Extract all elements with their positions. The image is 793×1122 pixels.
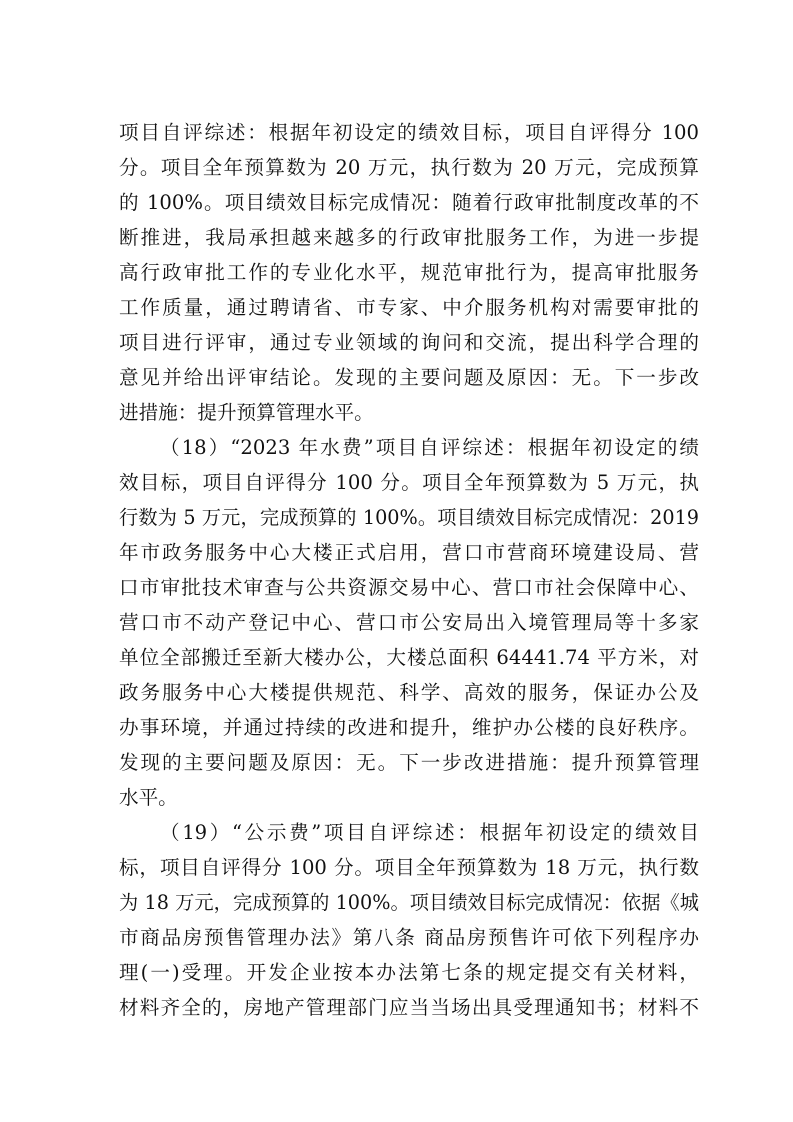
text-line-19: 发现的主要问题及原因：无。下一步改进措施：提升预算管理 bbox=[119, 751, 699, 774]
text-line-23: 为 18 万元，完成预算的 100%。项目绩效目标完成情况：依据《城 bbox=[119, 891, 699, 914]
text-line-3: 的 100%。项目绩效目标完成情况：随着行政审批制度改革的不 bbox=[119, 191, 699, 214]
text-line-20: 水平。 bbox=[119, 786, 178, 809]
text-line-11: 效目标，项目自评得分 100 分。项目全年预算数为 5 万元，执 bbox=[119, 471, 699, 494]
text-line-2: 分。项目全年预算数为 20 万元，执行数为 20 万元，完成预算 bbox=[119, 156, 699, 179]
text-line-1: 项目自评综述：根据年初设定的绩效目标，项目自评得分 100 bbox=[119, 121, 699, 144]
text-line-18: 办事环境，并通过持续的改进和提升，维护办公楼的良好秩序。 bbox=[119, 716, 699, 739]
text-line-14: 口市审批技术审查与公共资源交易中心、营口市社会保障中心、 bbox=[119, 576, 699, 599]
text-line-17: 政务服务中心大楼提供规范、科学、高效的服务，保证办公及 bbox=[119, 681, 699, 704]
text-line-12: 行数为 5 万元，完成预算的 100%。项目绩效目标完成情况：2019 bbox=[119, 506, 699, 529]
text-line-24: 市商品房预售管理办法》第八条 商品房预售许可依下列程序办 bbox=[119, 926, 699, 949]
text-line-6: 工作质量，通过聘请省、市专家、中介服务机构对需要审批的 bbox=[119, 296, 699, 319]
text-line-4: 断推进，我局承担越来越多的行政审批服务工作，为进一步提 bbox=[119, 226, 699, 249]
text-line-22: 标，项目自评得分 100 分。项目全年预算数为 18 万元，执行数 bbox=[119, 856, 699, 879]
text-line-5: 高行政审批工作的专业化水平，规范审批行为，提高审批服务 bbox=[119, 261, 699, 284]
text-line-10: （18）“2023 年水费”项目自评综述：根据年初设定的绩 bbox=[160, 436, 699, 459]
text-line-8: 意见并给出评审结论。发现的主要问题及原因：无。下一步改 bbox=[119, 366, 699, 389]
text-line-9: 进措施：提升预算管理水平。 bbox=[119, 401, 374, 424]
text-line-13: 年市政务服务中心大楼正式启用，营口市营商环境建设局、营 bbox=[119, 541, 699, 564]
text-line-15: 营口市不动产登记中心、营口市公安局出入境管理局等十多家 bbox=[119, 611, 699, 634]
text-line-7: 项目进行评审，通过专业领域的询问和交流，提出科学合理的 bbox=[119, 331, 699, 354]
text-line-25: 理(一)受理。开发企业按本办法第七条的规定提交有关材料， bbox=[119, 961, 699, 984]
text-line-16: 单位全部搬迁至新大楼办公，大楼总面积 64441.74 平方米，对 bbox=[119, 646, 699, 669]
text-line-21: （19）“公示费”项目自评综述：根据年初设定的绩效目 bbox=[160, 821, 699, 844]
text-line-26: 材料齐全的，房地产管理部门应当当场出具受理通知书；材料不 bbox=[119, 996, 699, 1019]
